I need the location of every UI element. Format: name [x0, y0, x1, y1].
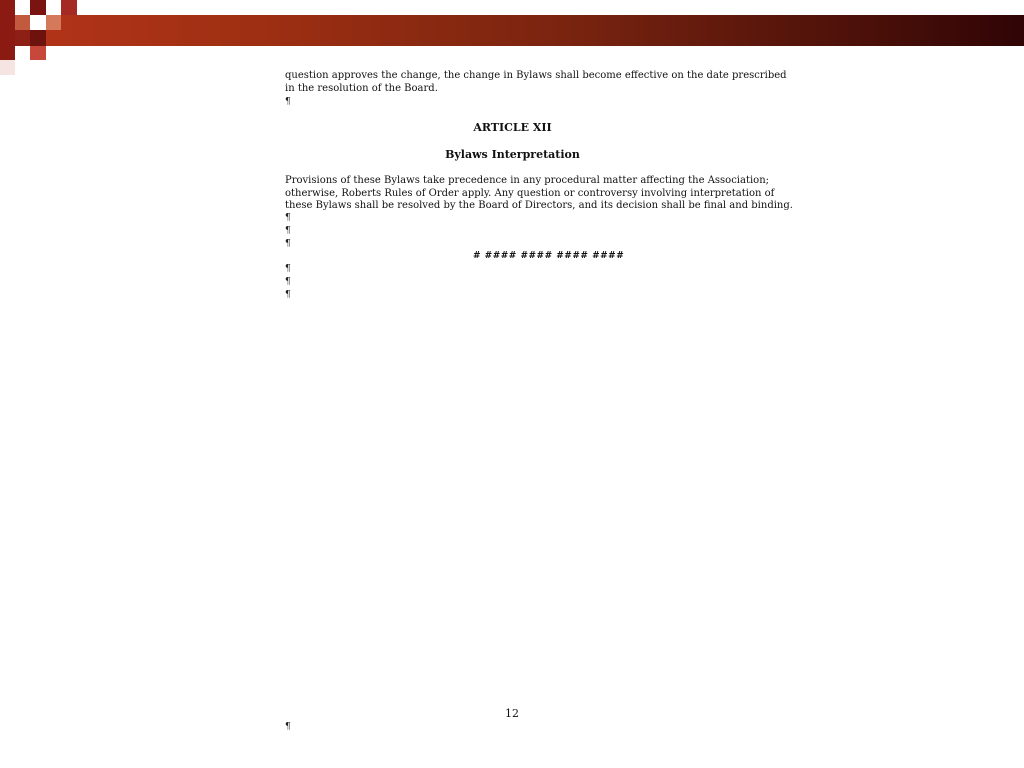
decorative-square	[61, 0, 77, 15]
text-line: in the resolution of the Board.	[285, 82, 438, 94]
decorative-square	[15, 15, 30, 30]
text-line: Provisions of these Bylaws take precedence in any procedural matter affecting the Association;	[285, 175, 770, 186]
paragraph-mark: ¶	[285, 226, 291, 236]
decorative-square	[46, 15, 61, 30]
paragraph-mark: ¶	[285, 239, 291, 249]
decorative-square	[46, 0, 61, 15]
decorative-square	[30, 0, 46, 15]
decorative-square	[30, 30, 46, 46]
text-line: these Bylaws shall be resolved by the Board of Directors, and its decision shall be final and binding.	[285, 200, 793, 211]
paragraph-mark: ¶	[285, 97, 291, 107]
article-heading: ARTICLE XII	[473, 121, 552, 134]
section-heading: Bylaws Interpretation	[445, 148, 580, 161]
continuation-paragraph	[285, 70, 787, 95]
decorative-square	[30, 15, 46, 30]
paragraph-mark: ¶	[285, 277, 291, 287]
paragraph-mark: ¶	[285, 290, 291, 300]
decorative-square	[0, 0, 15, 60]
text-line: question approves the change, the change in Bylaws shall become effective on the date prescribed	[285, 70, 787, 81]
interpretation-paragraph	[285, 175, 793, 213]
decorative-square	[15, 30, 30, 46]
paragraph-mark: ¶	[285, 264, 291, 274]
decorative-square	[0, 60, 15, 75]
text-line: otherwise, Roberts Rules of Order apply. Any question or controversy involving interpretation of	[285, 187, 775, 199]
page-number: 12	[505, 707, 519, 720]
end-separator: # #### #### #### ####	[473, 251, 625, 261]
decorative-square	[30, 46, 46, 60]
paragraph-mark: ¶	[285, 213, 291, 223]
header-banner	[0, 15, 1024, 46]
paragraph-mark: ¶	[285, 722, 291, 732]
decorative-square	[15, 0, 30, 15]
